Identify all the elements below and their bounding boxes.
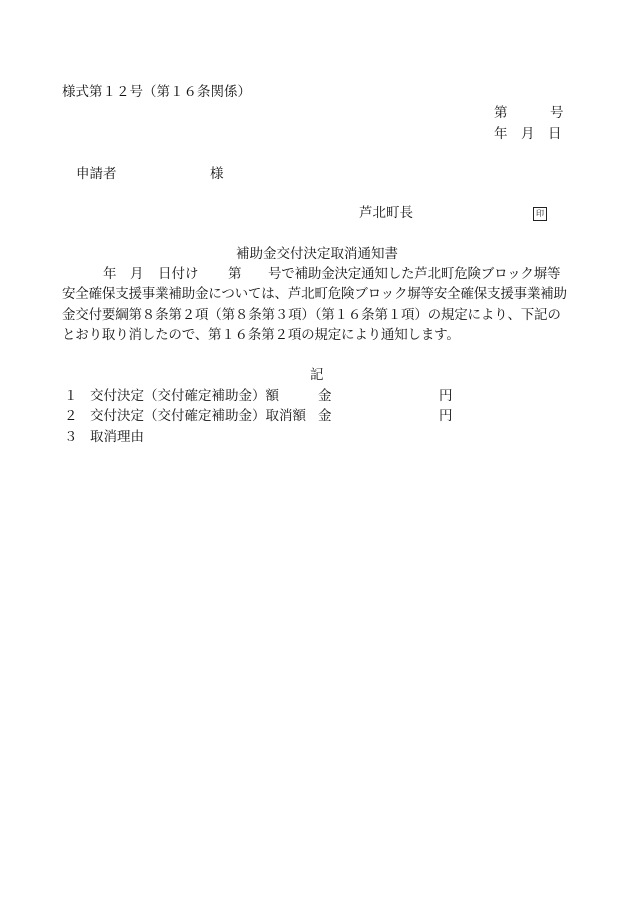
- body-line-3: 金交付要綱第８条第２項（第８条第３項）（第１６条第１項）の規定により、下記の: [62, 307, 561, 323]
- issuer-title: 芦北町長: [359, 205, 413, 221]
- item-2-kin: 金: [318, 408, 332, 424]
- doc-number-suffix: 号: [550, 105, 564, 121]
- document-title: 補助金交付決定取消通知書: [236, 246, 398, 262]
- body-line1-rest: 号で補助金決定通知した芦北町危険ブロック塀等: [268, 266, 561, 282]
- date-month: 月: [521, 126, 535, 142]
- ki-heading: 記: [310, 367, 324, 383]
- item-1-yen: 円: [439, 388, 453, 404]
- date-year: 年: [494, 126, 508, 142]
- applicant-label: 申請者: [76, 166, 117, 182]
- body-year: 年: [103, 266, 117, 282]
- form-number-label: 様式第１２号（第１６条関係）: [62, 84, 251, 100]
- item-1-label: 交付決定（交付確定補助金）額: [90, 388, 279, 404]
- item-2-label: 交付決定（交付確定補助金）取消額: [90, 408, 306, 424]
- item-2-yen: 円: [439, 408, 453, 424]
- seal-icon: 印: [533, 207, 547, 221]
- item-1-kin: 金: [318, 388, 332, 404]
- item-3-number: ３: [64, 429, 78, 445]
- item-2-number: ２: [64, 408, 78, 424]
- body-line-4: とおり取り消したので、第１６条第２項の規定により通知します。: [62, 327, 460, 343]
- item-1-number: １: [64, 388, 78, 404]
- body-month: 月: [130, 266, 144, 282]
- body-line-2: 安全確保支援事業補助金については、芦北町危険ブロック塀等安全確保支援事業補助: [62, 286, 567, 302]
- item-3-label: 取消理由: [90, 429, 144, 445]
- date-day: 日: [548, 126, 562, 142]
- body-number-prefix: 第: [228, 266, 242, 282]
- applicant-honorific: 様: [210, 166, 224, 182]
- doc-number-prefix: 第: [494, 105, 508, 121]
- body-day-suffix: 日付け: [158, 266, 199, 282]
